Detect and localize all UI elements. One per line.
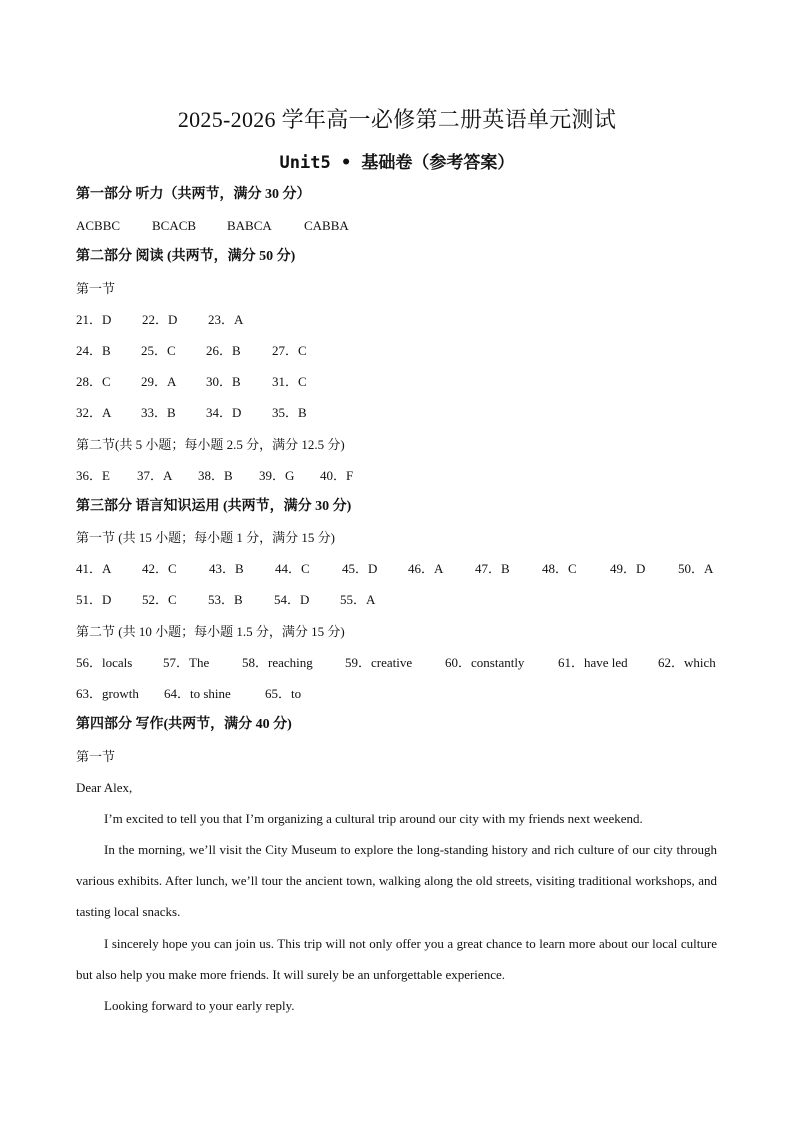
answer-row <box>76 591 375 609</box>
answer-item: 60．constantly <box>445 655 525 670</box>
page-subtitle: Unit5 • 基础卷（参考答案） <box>279 153 515 173</box>
answer-item: 64．to shine <box>164 686 231 701</box>
answer-item: 32．A <box>76 405 112 420</box>
answer-item: 46．A <box>408 561 444 576</box>
answer-item: 27．C <box>272 343 307 358</box>
answer-item: 24．B <box>76 343 111 358</box>
answer-item: 37．A <box>137 468 173 483</box>
answer-item: 56．locals <box>76 655 133 670</box>
answer-item: 38．B <box>198 468 233 483</box>
answer-item: 33．B <box>141 405 176 420</box>
answer-item: 61．have led <box>558 655 628 670</box>
part2-heading: 第二部分 阅读 (共两节，满分 50 分) <box>76 249 296 264</box>
page-title: 2025-2026 学年高一必修第二册英语单元测试 <box>177 107 617 132</box>
answer-item: 28．C <box>76 374 111 389</box>
answer-item: 49．D <box>610 561 646 576</box>
answer-group: BABCA <box>227 218 272 233</box>
part3-section2-label: 第二节 (共 10 小题；每小题 1.5 分，满分 15 分) <box>76 624 345 639</box>
answer-row <box>76 654 716 672</box>
answer-row <box>76 560 713 578</box>
answer-item: 36．E <box>76 468 110 483</box>
answer-item: 29．A <box>141 374 177 389</box>
answer-item: 58．reaching <box>242 655 313 670</box>
answer-item: 55．A <box>340 592 376 607</box>
part2-section2-label: 第二节(共 5 小题；每小题 2.5 分，满分 12.5 分) <box>76 437 345 452</box>
answer-item: 34．D <box>206 405 242 420</box>
part4-section1-label: 第一节 <box>76 749 116 764</box>
answer-item: 23．A <box>208 312 244 327</box>
answer-item: 63．growth <box>76 686 139 701</box>
answer-item: 42．C <box>142 561 177 576</box>
letter-greeting: Dear Alex, <box>76 780 133 795</box>
letter-paragraph: I’m excited to tell you that I’m organizing a cultural trip around our city with my friends next weekend. <box>104 811 643 826</box>
answer-item: 40．F <box>320 468 354 483</box>
answer-item: 35．B <box>272 405 307 420</box>
letter-paragraph: I sincerely hope you can join us. This trip will not only offer you a great chance to learn more about our local culture but also help you make more friends. It will surely be an unforgettable experience. <box>76 936 717 982</box>
answer-group: BCACB <box>152 218 197 233</box>
answer-row <box>76 467 353 485</box>
answer-row <box>76 373 307 391</box>
answer-row <box>76 404 307 422</box>
answer-item: 62．which <box>658 655 716 670</box>
answer-row <box>76 311 243 329</box>
answer-item: 44．C <box>275 561 310 576</box>
part4-heading: 第四部分 写作(共两节，满分 40 分) <box>76 717 292 732</box>
part1-answers <box>76 217 349 235</box>
answer-item: 51．D <box>76 592 112 607</box>
answer-item: 54．D <box>274 592 310 607</box>
answer-item: 52．C <box>142 592 177 607</box>
answer-item: 26．B <box>206 343 241 358</box>
part3-section1-label: 第一节 (共 15 小题；每小题 1 分，满分 15 分) <box>76 530 335 545</box>
answer-row <box>76 342 307 360</box>
answer-item: 22．D <box>142 312 178 327</box>
part2-section1-label: 第一节 <box>76 281 116 296</box>
answer-group: ACBBC <box>76 218 121 233</box>
answer-item: 31．C <box>272 374 307 389</box>
answer-row <box>76 685 301 703</box>
answer-item: 25．C <box>141 343 176 358</box>
answer-item: 41．A <box>76 561 112 576</box>
answer-item: 43．B <box>209 561 244 576</box>
answer-group: CABBA <box>304 218 349 233</box>
answer-item: 21．D <box>76 312 112 327</box>
answer-item: 30．B <box>206 374 241 389</box>
answer-item: 65．to <box>265 686 302 701</box>
answer-item: 50．A <box>678 561 714 576</box>
answer-item: 45．D <box>342 561 378 576</box>
answer-item: 57．The <box>163 655 210 670</box>
answer-item: 59．creative <box>345 655 413 670</box>
letter-paragraph: In the morning, we’ll visit the City Museum to explore the long-standing history and rich culture of our city through various exhibits. After lunch, we’ll tour the ancient town, walking along the old streets, visiting traditional workshops, and tasting local snacks. <box>76 842 717 919</box>
answer-item: 47．B <box>475 561 510 576</box>
answer-item: 53．B <box>208 592 243 607</box>
letter-paragraph: Looking forward to your early reply. <box>104 998 295 1013</box>
answer-item: 39．G <box>259 468 295 483</box>
part3-heading: 第三部分 语言知识运用 (共两节，满分 30 分) <box>76 499 352 514</box>
answer-item: 48．C <box>542 561 577 576</box>
part1-heading: 第一部分 听力（共两节，满分 30 分） <box>76 187 311 202</box>
